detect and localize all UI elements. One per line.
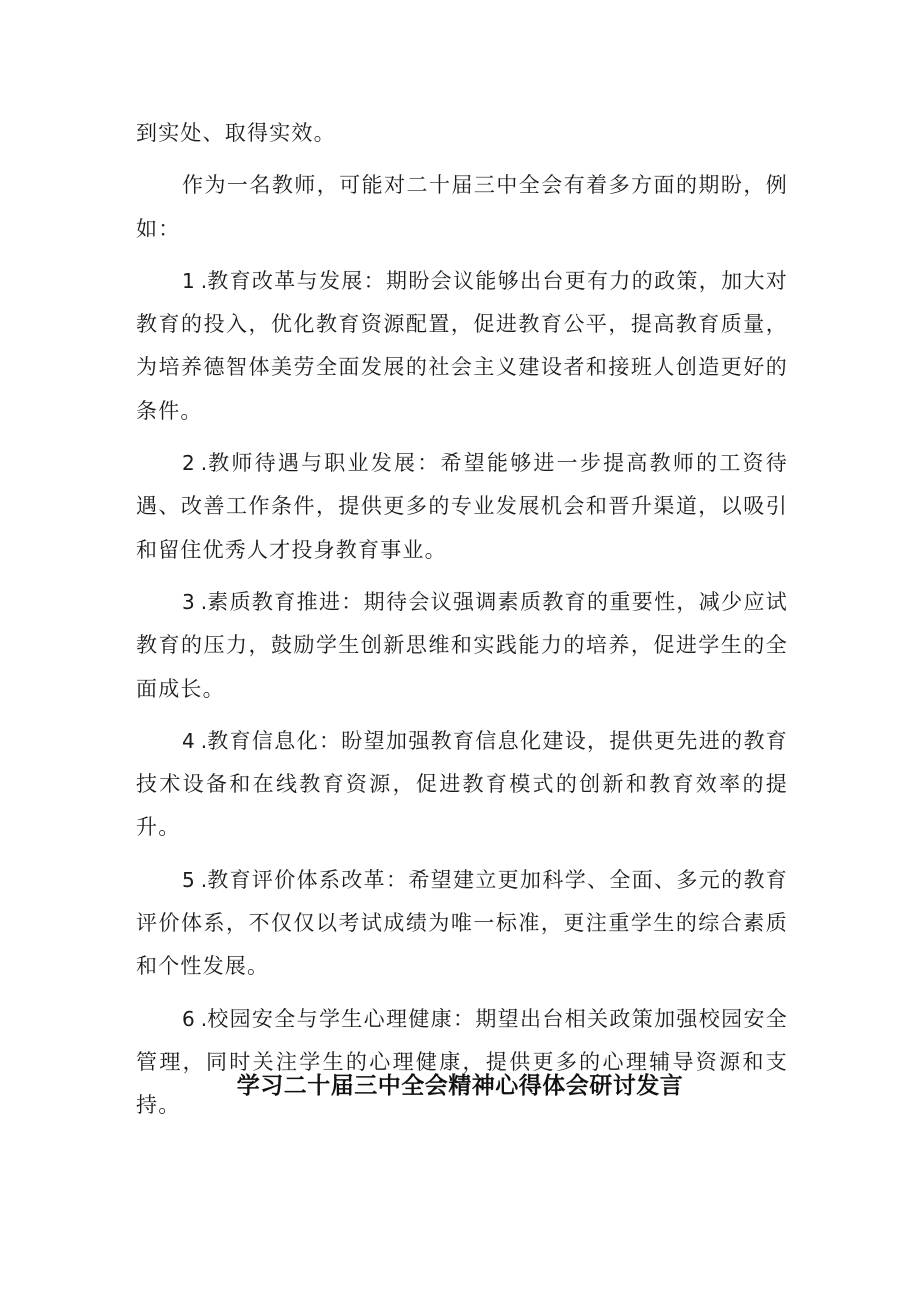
list-item <box>136 720 788 850</box>
item-number: 6 <box>182 1006 195 1031</box>
list-item <box>136 998 788 1128</box>
list-item <box>136 581 788 711</box>
item-text: 教育信息化：盼望加强教育信息化建设，提供更先进的教育技术设备和在线教育资源，促进教育模式的创新和教育效率的提升。 <box>136 728 788 840</box>
item-text: 教育评价体系改革：希望建立更加科学、全面、多元的教育评价体系，不仅仅以考试成绩为唯一标准，更注重学生的综合素质和个性发展。 <box>136 867 788 979</box>
item-number: 4 <box>182 728 195 753</box>
intro-paragraph: 作为一名教师，可能对二十届三中全会有着多方面的期盼，例如： <box>136 173 788 241</box>
item-text: 教师待遇与职业发展：希望能够进一步提高教师的工资待遇、改善工作条件，提供更多的专业发展机会和晋升渠道，以吸引和留住优秀人才投身教育事业。 <box>136 451 788 562</box>
item-dot: . <box>200 728 208 753</box>
item-dot: . <box>200 268 208 293</box>
list-item <box>136 442 788 572</box>
item-dot: . <box>200 867 208 892</box>
next-section-title: 学习二十届三中全会精神心得体会研讨发言 <box>236 1073 684 1099</box>
item-number: 3 <box>182 589 195 614</box>
opening-fragment: 到实处、取得实效。 <box>136 121 336 145</box>
item-dot: . <box>200 451 208 476</box>
item-dot: . <box>200 589 208 614</box>
item-text: 校园安全与学生心理健康：期望出台相关政策加强校园安全管理，同时关注学生的心理健康，提供更多的心理辅导资源和支持。 <box>136 1006 788 1118</box>
document-body <box>136 112 788 1137</box>
list-item <box>136 260 788 433</box>
item-number: 5 <box>182 867 195 892</box>
list-item <box>136 859 788 989</box>
item-dot: . <box>200 1006 208 1031</box>
item-number: 1 <box>182 268 195 293</box>
item-text: 教育改革与发展：期盼会议能够出台更有力的政策，加大对教育的投入，优化教育资源配置，促进教育公平，提高教育质量，为培养德智体美劳全面发展的社会主义建设者和接班人创造更好的条件。 <box>136 268 788 423</box>
item-text: 素质教育推进：期待会议强调素质教育的重要性，减少应试教育的压力，鼓励学生创新思维和实践能力的培养，促进学生的全面成长。 <box>136 589 788 701</box>
item-number: 2 <box>182 451 195 476</box>
